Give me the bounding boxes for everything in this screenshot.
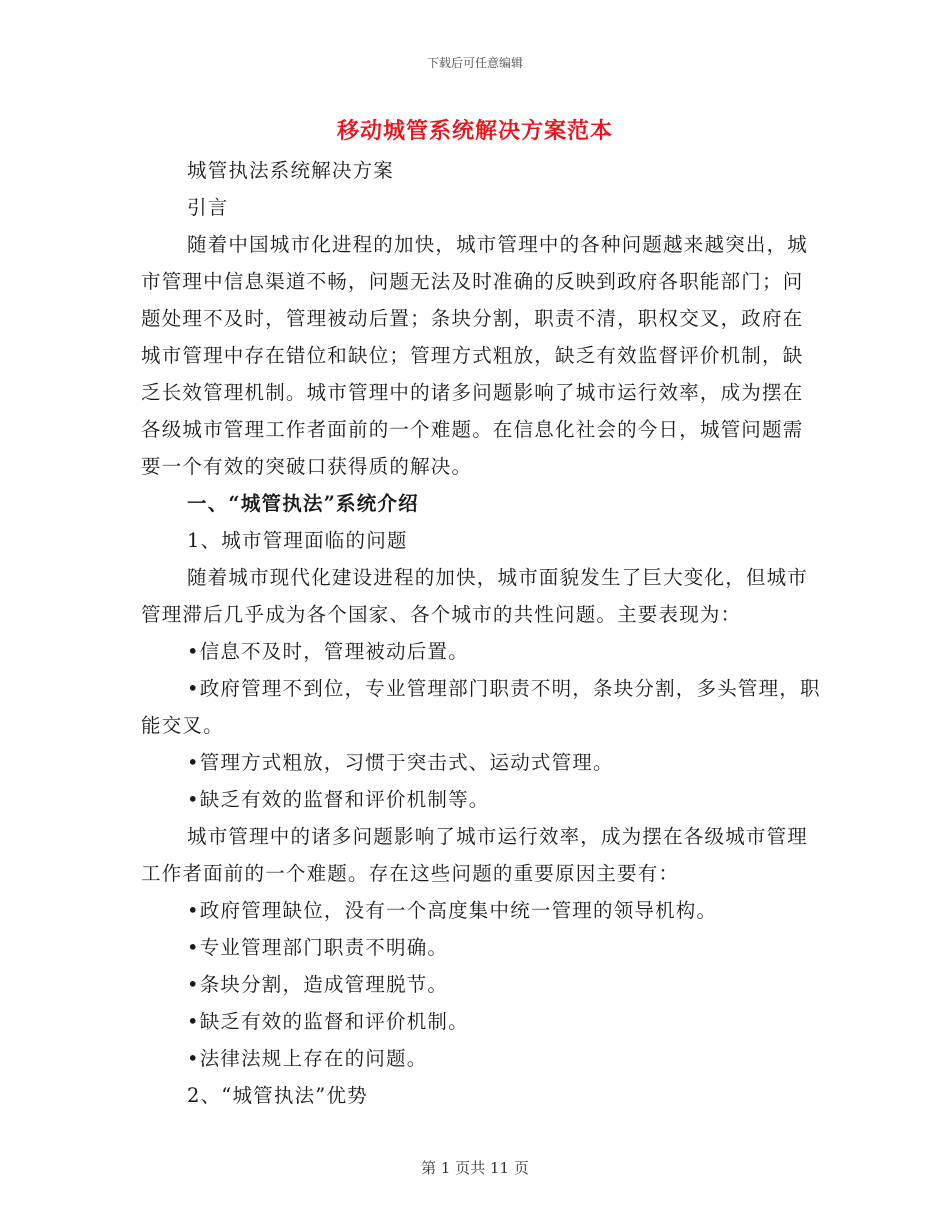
subtitle: 城管执法系统解决方案 (187, 159, 395, 182)
bullet-item: •条块分割，造成管理脱节。 (187, 973, 449, 996)
bullet-item: •缺乏有效的监督和评价机制等。 (187, 788, 490, 811)
section1-heading: 一、“城管执法”系统介绍 (187, 492, 419, 515)
bullet-item: •缺乏有效的监督和评价机制。 (187, 1010, 469, 1033)
sub2-heading: 2、“城管执法”优势 (187, 1084, 368, 1107)
page-footer: 第 1 页共 11 页 (421, 1159, 529, 1177)
document-body (141, 152, 821, 1114)
intro-paragraph: 随着中国城市化进程的加快，城市管理中的各种问题越来越突出，城市管理中信息渠道不畅，问题无法及时准确的反映到政府各职能部门；问题处理不及时，管理被动后置；条块分割，职责不清，职权交叉，政府在城市管理中存在错位和缺位；管理方式粗放，缺乏有效监督评价机制，缺乏长效管理机制。城市管理中的诸多问题影响了城市运行效率，成为摆在各级城市管理工作者面前的一个难题。在信息化社会的今日，城管问题需要一个有效的突破口获得质的解决。 (141, 233, 809, 478)
sub1-paragraph: 随着城市现代化建设进程的加快，城市面貌发生了巨大变化，但城市管理滞后几乎成为各个国家、各个城市的共性问题。主要表现为： (141, 566, 809, 626)
bullet-item: •信息不及时，管理被动后置。 (187, 640, 469, 663)
bullet-item: •法律法规上存在的问题。 (187, 1047, 428, 1070)
page-header: 下载后可任意编辑 (426, 56, 523, 70)
document-title: 移动城管系统解决方案范本 (336, 118, 613, 144)
intro-heading: 引言 (187, 196, 229, 219)
bullet-item: •政府管理缺位，没有一个高度集中统一管理的领导机构。 (187, 899, 718, 922)
bullet-item: •管理方式粗放，习惯于突击式、运动式管理。 (187, 751, 614, 774)
paragraph-2: 城市管理中的诸多问题影响了城市运行效率，成为摆在各级城市管理工作者面前的一个难题。存在这些问题的重要原因主要有： (141, 825, 809, 885)
bullet-item: •政府管理不到位，专业管理部门职责不明，条块分割，多头管理，职能交叉。 (141, 677, 821, 737)
sub1-heading: 1、城市管理面临的问题 (187, 529, 408, 552)
bullet-item: •专业管理部门职责不明确。 (187, 936, 449, 959)
